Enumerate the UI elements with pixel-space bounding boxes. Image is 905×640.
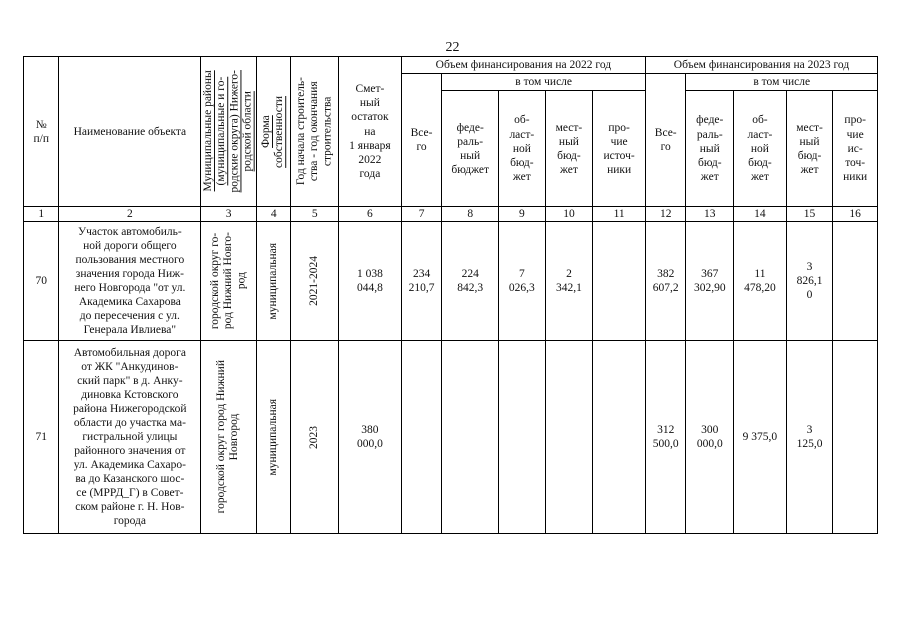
header-years: Год начала строитель- ства - год окончания строительства [291,57,339,207]
other-2022 [593,341,646,534]
column-number: 1 [24,207,59,222]
total-2022 [401,341,442,534]
column-number: 5 [291,207,339,222]
header-federal-2023: феде- раль- ный бюд- жет [686,91,734,207]
column-number: 9 [499,207,546,222]
header-name: Наименование объекта [59,57,201,207]
table-row [24,222,878,341]
column-number: 10 [545,207,593,222]
header-including-2022: в том числе [442,74,646,91]
header-other-2022: про- чие источ- ники [593,91,646,207]
estimated-remainder: 1 038 044,8 [339,222,402,341]
federal-2023: 300 000,0 [686,341,734,534]
column-number: 7 [401,207,442,222]
local-2023: 3 826,1 0 [786,222,833,341]
column-number: 8 [442,207,499,222]
header-districts: Муниципальные районы (муниципальные и го- родские округа) Нижего- родской области [201,57,257,207]
header-total-2022: Все- го [401,74,442,207]
row-num: 71 [24,341,59,534]
construction-years: 2021-2024 [291,222,339,341]
header-federal-2022: феде- раль- ный бюджет [442,91,499,207]
header-including-2023: в том числе [686,74,878,91]
district: городской округ го- род Нижний Новго- род [201,222,257,341]
header-total-2023: Все- го [645,74,686,207]
other-2023 [833,222,878,341]
construction-years: 2023 [291,341,339,534]
header-remainder: Смет- ный остаток на 1 января 2022 года [339,57,402,207]
column-number: 2 [59,207,201,222]
header-regional-2023: об- ласт- ной бюд- жет [734,91,787,207]
ownership: муниципальная [256,341,290,534]
header-regional-2022: об- ласт- ной бюд- жет [499,91,546,207]
header-ownership: Форма собственности [256,57,290,207]
total-2023: 312 500,0 [645,341,686,534]
local-2022 [545,341,593,534]
column-number: 16 [833,207,878,222]
column-number: 11 [593,207,646,222]
column-number-row [24,207,878,222]
regional-2022 [499,341,546,534]
ownership: муниципальная [256,222,290,341]
total-2022: 234 210,7 [401,222,442,341]
other-2023 [833,341,878,534]
header-local-2023: мест- ный бюд- жет [786,91,833,207]
row-num: 70 [24,222,59,341]
header-local-2022: мест- ный бюд- жет [545,91,593,207]
estimated-remainder: 380 000,0 [339,341,402,534]
column-number: 14 [734,207,787,222]
column-number: 15 [786,207,833,222]
column-number: 6 [339,207,402,222]
column-number: 13 [686,207,734,222]
federal-2022 [442,341,499,534]
regional-2023: 11 478,20 [734,222,787,341]
total-2023: 382 607,2 [645,222,686,341]
local-2023: 3 125,0 [786,341,833,534]
regional-2022: 7 026,3 [499,222,546,341]
column-number: 4 [256,207,290,222]
local-2022: 2 342,1 [545,222,593,341]
object-name: Участок автомобиль- ной дороги общего пользования местного значения города Ниж- него Новгорода "от ул. Академика Сахарова до пересечения с ул. Генерала Ивлиева" [59,222,201,341]
column-number: 12 [645,207,686,222]
regional-2023: 9 375,0 [734,341,787,534]
district: городской округ город Нижний Новгород [201,341,257,534]
header-other-2023: про- чие ис- точ- ники [833,91,878,207]
header-group-2022: Объем финансирования на 2022 год [401,57,645,74]
header-num: № п/п [24,57,59,207]
federal-2023: 367 302,90 [686,222,734,341]
object-name: Автомобильная дорога от ЖК "Анкудинов- ский парк" в д. Анку- диновка Кстовского района Нижегородской области до участка ма- гистральной улицы районного значения от ул. Академика Сахаро- ва до Казанского шос- се (МРРД_Г) в Совет- ском районе г. Н. Нов- города [59,341,201,534]
federal-2022: 224 842,3 [442,222,499,341]
header-group-2023: Объем финансирования на 2023 год [645,57,877,74]
other-2022 [593,222,646,341]
page-number: 22 [445,40,460,55]
financing-table [23,56,878,534]
table-row [24,341,878,534]
column-number: 3 [201,207,257,222]
